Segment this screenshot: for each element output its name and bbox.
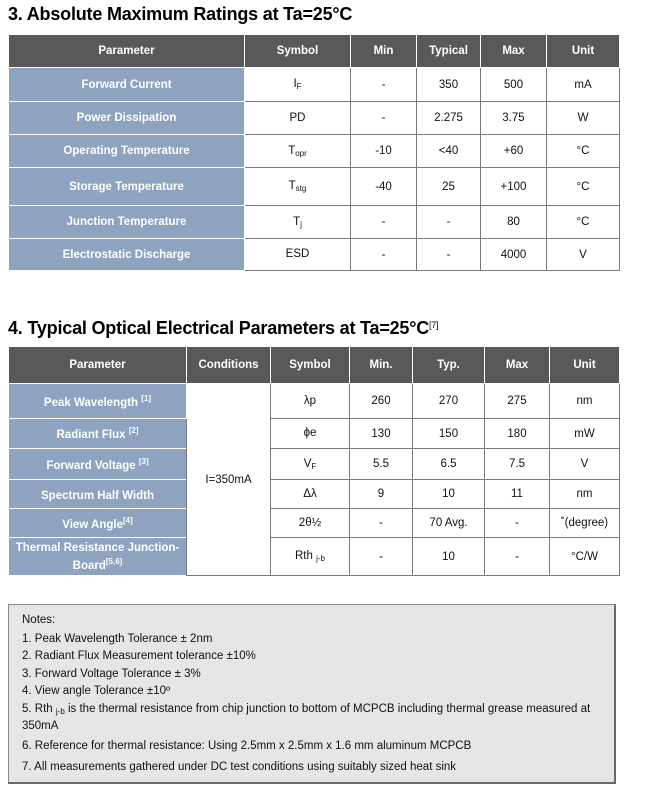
section-title-note: [7] [429, 320, 439, 330]
section-title-text: 3. Absolute Maximum Ratings at Ta=25°C [8, 4, 353, 24]
symbol-cell: ESD [245, 239, 351, 271]
min-cell: 260 [350, 384, 413, 419]
note-item: 5. Rth $_{j-b}$ is the thermal resistance from chip junction to bottom of MCPCB including thermal grease measured at 350mA [22, 702, 591, 732]
unit-cell: V [547, 239, 620, 271]
typical-cell: - [417, 239, 481, 271]
table-row [9, 384, 620, 419]
symbol-cell: Δλ [271, 480, 350, 509]
typical-cell: <40 [417, 135, 481, 168]
header-unit: Unit [547, 35, 620, 68]
parameter-cell: Operating Temperature [9, 135, 245, 168]
symbol-cell: 2θ½ [271, 509, 350, 538]
typical-cell: 10 [413, 480, 485, 509]
max-cell: 180 [485, 419, 550, 449]
symbol-cell: PD [245, 102, 351, 135]
symbol-cell: $T_{stg}$ [245, 168, 351, 206]
parameter-cell: Peak Wavelength [1] [9, 384, 187, 419]
note-item: 7. All measurements gathered under DC test conditions using suitably sized heat sink [22, 761, 457, 773]
min-cell: 9 [350, 480, 413, 509]
header-max: Max [485, 347, 550, 384]
parameter-cell: Thermal Resistance Junction-Board[5,6] [9, 538, 187, 576]
header-min: Min [351, 35, 417, 68]
parameter-cell: Storage Temperature [9, 168, 245, 206]
max-cell: - [485, 509, 550, 538]
notes-list [22, 632, 602, 778]
table-row [9, 135, 620, 168]
unit-cell: mW [550, 419, 620, 449]
symbol-cell: $I_F$ [245, 68, 351, 102]
note-item: 3. Forward Voltage Tolerance ± 3% [22, 667, 201, 680]
parameter-cell: Electrostatic Discharge [9, 239, 245, 271]
typical-cell: 350 [417, 68, 481, 102]
max-cell: 3.75 [481, 102, 547, 135]
table-row [9, 509, 620, 538]
typical-cell: - [417, 206, 481, 239]
min-cell: - [351, 206, 417, 239]
parameter-cell: Forward Current [9, 68, 245, 102]
parameter-cell: Power Dissipation [9, 102, 245, 135]
max-cell: 275 [485, 384, 550, 419]
symbol-cell: $T_{opr}$ [245, 135, 351, 168]
unit-cell: °C [547, 168, 620, 206]
header-symbol: Symbol [271, 347, 350, 384]
note-item: 6. Reference for thermal resistance: Using 2.5mm x 2.5mm x 1.6 mm aluminum MCPCB [22, 739, 472, 752]
section-title-absolute-max [8, 4, 352, 25]
header-typical: Typ. [413, 347, 485, 384]
optical-electrical-table [8, 346, 620, 576]
typical-cell: 25 [417, 168, 481, 206]
parameter-cell: Radiant Flux [2] [9, 419, 187, 449]
parameter-cell: Junction Temperature [9, 206, 245, 239]
symbol-cell: Rth $_{j-b}$ [271, 538, 350, 576]
table-row [9, 239, 620, 271]
unit-cell: W [547, 102, 620, 135]
header-unit: Unit [550, 347, 620, 384]
table-row [9, 419, 620, 449]
max-cell: 500 [481, 68, 547, 102]
typical-cell: 10 [413, 538, 485, 576]
header-parameter: Parameter [9, 347, 187, 384]
note-item: 1. Peak Wavelength Tolerance ± 2nm [22, 632, 213, 645]
header-typical: Typical [417, 35, 481, 68]
header-symbol: Symbol [245, 35, 351, 68]
header-parameter: Parameter [9, 35, 245, 68]
table-row [9, 538, 620, 576]
max-cell: 80 [481, 206, 547, 239]
typical-cell: 270 [413, 384, 485, 419]
notes-box [8, 604, 616, 784]
symbol-cell: $T_j$ [245, 206, 351, 239]
min-cell: - [351, 68, 417, 102]
min-cell: - [350, 538, 413, 576]
min-cell: 130 [350, 419, 413, 449]
header-conditions: Conditions [187, 347, 271, 384]
unit-cell: ˚(degree) [550, 509, 620, 538]
table-row [9, 206, 620, 239]
min-cell: - [351, 239, 417, 271]
parameter-cell: View Angle[4] [9, 509, 187, 538]
min-cell: -10 [351, 135, 417, 168]
min-cell: -40 [351, 168, 417, 206]
table-row [9, 68, 620, 102]
table-header-row [9, 347, 620, 384]
conditions-cell: I=350mA [187, 384, 271, 576]
header-max: Max [481, 35, 547, 68]
max-cell: 7.5 [485, 449, 550, 480]
unit-cell: nm [550, 480, 620, 509]
unit-cell: V [550, 449, 620, 480]
max-cell: 11 [485, 480, 550, 509]
min-cell: 5.5 [350, 449, 413, 480]
typical-cell: 70 Avg. [413, 509, 485, 538]
absolute-max-ratings-table [8, 34, 620, 271]
table-row [9, 449, 620, 480]
typical-cell: 6.5 [413, 449, 485, 480]
unit-cell: nm [550, 384, 620, 419]
unit-cell: mA [547, 68, 620, 102]
min-cell: - [351, 102, 417, 135]
symbol-cell: $V_F$ [271, 449, 350, 480]
table-row [9, 480, 620, 509]
header-min: Min. [350, 347, 413, 384]
unit-cell: °C [547, 206, 620, 239]
parameter-cell: Forward Voltage [3] [9, 449, 187, 480]
max-cell: 4000 [481, 239, 547, 271]
table-row [9, 168, 620, 206]
symbol-cell: λp [271, 384, 350, 419]
section-title-optical-electrical [8, 318, 438, 339]
parameter-cell: Spectrum Half Width [9, 480, 187, 509]
note-item: 4. View angle Tolerance ±10º [22, 685, 171, 697]
min-cell: - [350, 509, 413, 538]
symbol-cell: ϕe [271, 419, 350, 449]
max-cell: +100 [481, 168, 547, 206]
notes-heading: Notes: [22, 614, 56, 626]
table-header-row [9, 35, 620, 68]
unit-cell: °C/W [550, 538, 620, 576]
max-cell: +60 [481, 135, 547, 168]
unit-cell: °C [547, 135, 620, 168]
typical-cell: 150 [413, 419, 485, 449]
typical-cell: 2.275 [417, 102, 481, 135]
section-title-text: 4. Typical Optical Electrical Parameters at Ta=25°C [8, 318, 430, 338]
note-item: 2. Radiant Flux Measurement tolerance ±10% [22, 650, 256, 662]
max-cell: - [485, 538, 550, 576]
table-row [9, 102, 620, 135]
